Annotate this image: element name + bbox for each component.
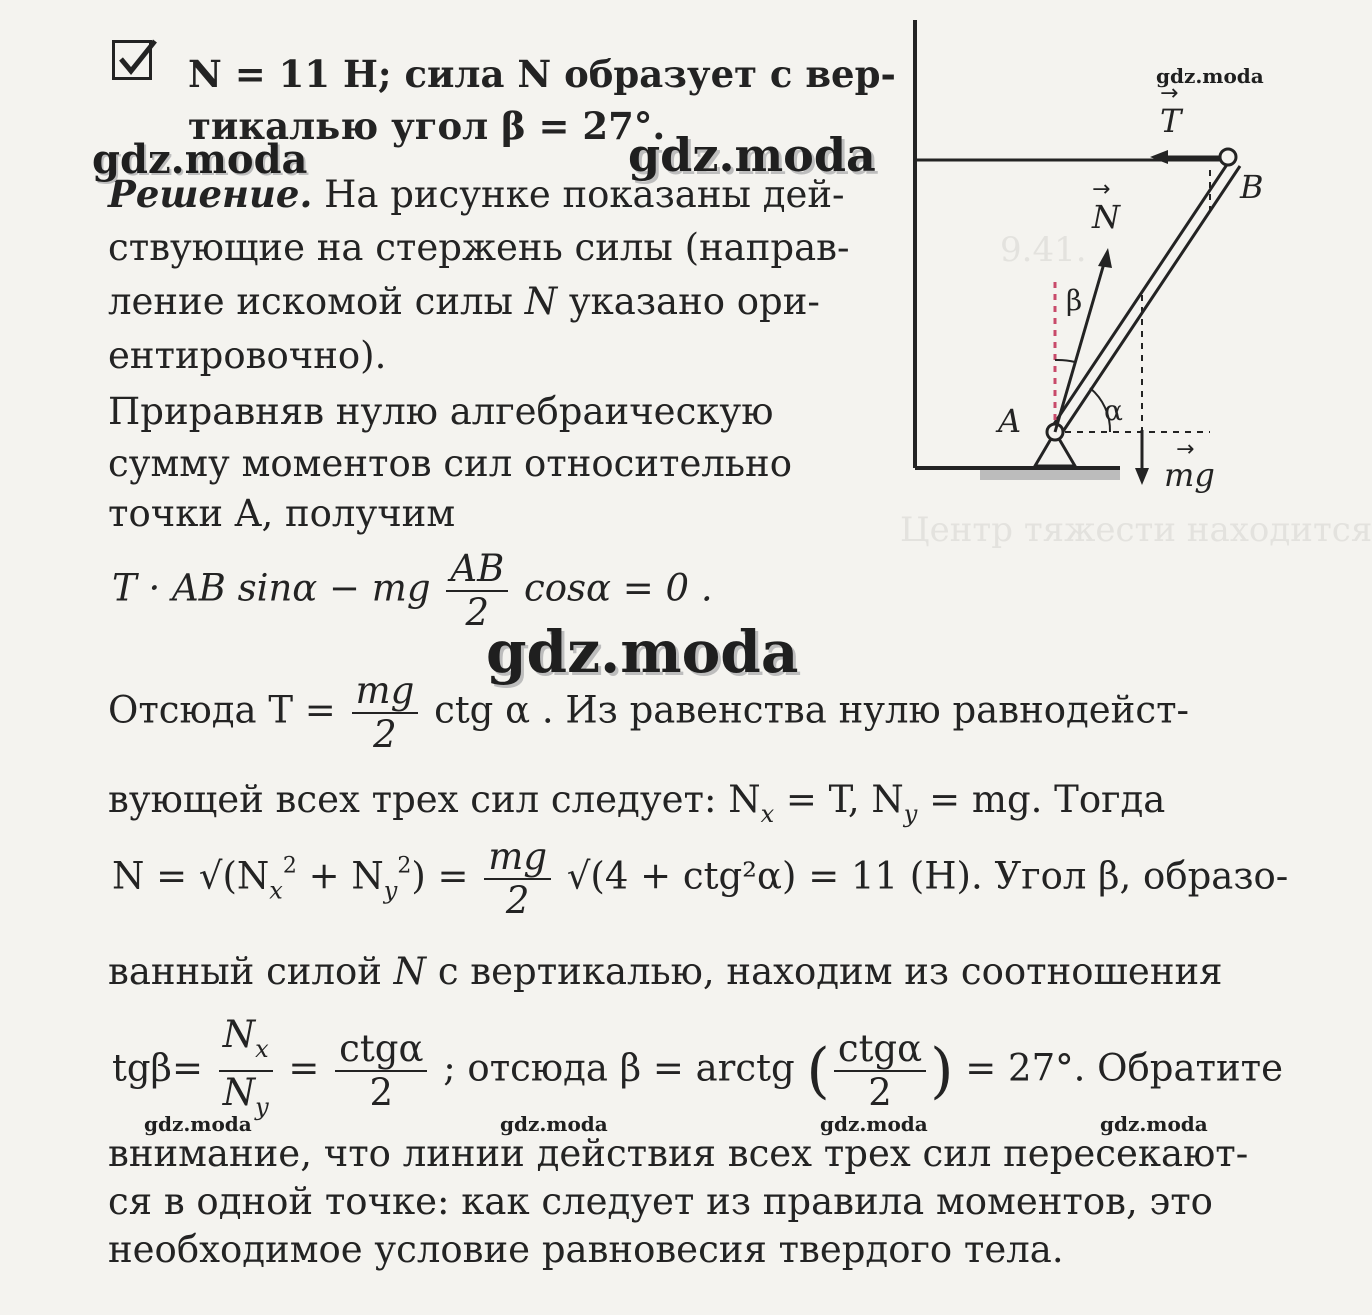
solution-line-5: Приравняв нулю алгебраическую: [108, 390, 774, 433]
equation-part: = mg. Тогда: [917, 778, 1166, 821]
fraction-denominator: 2: [505, 879, 530, 922]
bleed-text: 9.41.: [1000, 230, 1087, 270]
vector-arrow-icon: →: [1092, 177, 1111, 202]
equation-part: tgβ=: [112, 1046, 203, 1090]
fraction-denominator: 2: [373, 713, 397, 756]
fraction: [834, 1028, 926, 1114]
subscript: y: [903, 800, 918, 828]
vector-n-symbol: N: [393, 950, 427, 993]
bleed-text: Центр тяжести находится: [900, 510, 1372, 550]
fraction: [335, 1028, 427, 1114]
fraction-numerator: ctgα: [834, 1028, 926, 1072]
subscript: y: [255, 1093, 269, 1121]
solution-text: На рисунке показаны дей-: [324, 173, 845, 216]
watermark: gdz.moda: [1156, 64, 1264, 88]
solution-line-14: ся в одной точке: как следует из правила моментов, это: [108, 1180, 1213, 1223]
superscript: 2: [397, 853, 412, 879]
watermark: gdz.moda: [92, 136, 308, 183]
fraction-denominator: 2: [369, 1071, 394, 1114]
label-t: T: [1160, 102, 1182, 140]
answer-line-1: N = 11 Н; сила N образует с вер-: [188, 52, 896, 96]
fraction: [219, 1014, 273, 1128]
rod-diagram: [880, 20, 1264, 504]
solution-line-6: сумму моментов сил относительно: [108, 442, 792, 485]
label-b: B: [1240, 168, 1264, 206]
paren-glyph: ): [930, 1036, 954, 1106]
fraction: [352, 670, 419, 756]
fraction: [484, 836, 551, 922]
equation-part: + N: [296, 854, 384, 898]
paren-glyph: (: [806, 1036, 830, 1106]
watermark: gdz.moda: [144, 1112, 252, 1136]
fraction-denominator: 2: [465, 591, 490, 634]
equation-part: = T, N: [774, 778, 904, 821]
solution-line-10: [112, 836, 1288, 922]
watermark: gdz.moda: [628, 128, 876, 182]
equation-part: N = √(N: [112, 854, 270, 898]
fraction-denominator: N: [222, 1071, 256, 1114]
watermark: gdz.moda: [1100, 1112, 1208, 1136]
solution-text: указано ори-: [568, 280, 820, 323]
watermark: gdz.moda: [500, 1112, 608, 1136]
fraction-numerator: N: [222, 1013, 256, 1056]
solution-line-12: tgβ= $\frac{N_x}{N_y}$ = $\frac{\text{ctgα}}{2}$ ; отсюда β = arctg ( $\frac{\text{ctgα}}{2}$ ) = 27°. Обратите: [112, 1014, 1283, 1128]
equation-part: ) =: [411, 854, 469, 898]
equation-part: = 27°. Обратите: [965, 1046, 1284, 1090]
vector-arrow-icon: →: [1176, 437, 1195, 462]
equation-part: Отсюда T =: [108, 688, 336, 732]
solution-label: Решение.: [108, 172, 313, 216]
solution-line-13: внимание, что линии действия всех трех сил пересекают-: [108, 1132, 1249, 1175]
fraction-numerator: mg: [352, 670, 419, 714]
label-a: A: [998, 402, 1022, 440]
label-alpha: α: [1104, 394, 1123, 427]
answer-line-2: тикалью угол β = 27°.: [188, 104, 666, 148]
equation-part: √(4 + ctg²α) = 11 (Н). Угол β, образо-: [566, 854, 1289, 898]
label-n: N: [1092, 198, 1120, 236]
subscript: x: [255, 1035, 269, 1063]
solution-line-4: ентировочно).: [108, 334, 387, 377]
watermark: gdz.moda: [486, 618, 799, 686]
solution-text: с вертикалью, находим из соотношения: [437, 950, 1223, 993]
solution-line-9: [108, 778, 1165, 836]
solution-line-2: ствующие на стержень силы (направ-: [108, 226, 850, 269]
solution-line-11: [108, 950, 1223, 994]
subscript: x: [269, 876, 283, 905]
watermark: gdz.moda: [820, 1112, 928, 1136]
solution-line-3: [108, 280, 820, 324]
solution-text: ванный силой: [108, 950, 382, 993]
equation-part: T · AB sinα − mg: [112, 566, 431, 610]
subscript: x: [760, 800, 775, 828]
fraction-numerator: ctgα: [335, 1028, 427, 1072]
equation-part: ctg α . Из равенства нулю равнодейст-: [434, 688, 1190, 732]
solution-text: ление искомой силы: [108, 280, 513, 323]
vector-n-symbol: N: [524, 280, 558, 323]
vector-arrow-icon: →: [1160, 81, 1179, 106]
solution-line-7: точки A, получим: [108, 492, 456, 535]
fraction-numerator: mg: [484, 836, 551, 880]
equation-part: ; отсюда β = arctg: [443, 1046, 795, 1090]
answer-checkbox-icon: [112, 40, 152, 80]
fraction-numerator: AB: [446, 548, 508, 592]
label-beta: β: [1066, 284, 1083, 317]
subscript: y: [383, 876, 398, 905]
solution-line-15: необходимое условие равновесия твердого тела.: [108, 1228, 1064, 1271]
superscript: 2: [282, 853, 297, 879]
label-mg: mg: [1164, 456, 1215, 494]
fraction-denominator: 2: [868, 1071, 892, 1114]
equation-part: вующей всех трех сил следует: N: [108, 778, 761, 821]
equation-part: cosα = 0 .: [524, 566, 713, 610]
